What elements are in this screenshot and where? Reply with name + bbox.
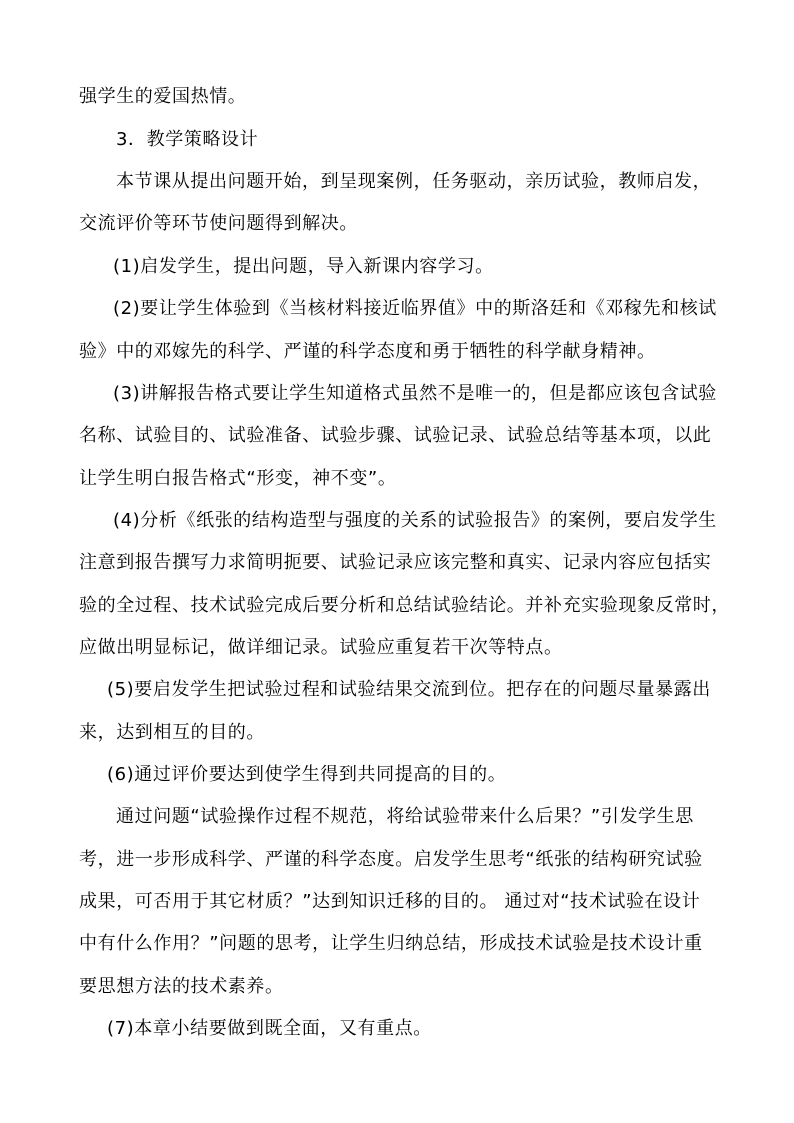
list-item: (4)分析《纸张的结构造型与强度的关系的试验报告》的案例，要启发学生 xyxy=(113,510,717,531)
list-item: (5)要启发学生把试验过程和试验结果交流到位。把存在的问题尽量暴露出 xyxy=(107,679,711,700)
text-line: 应做出明显标记，做详细记录。试验应重复若干次等特点。 xyxy=(79,637,563,658)
text-line: 成果，可否用于其它材质？”达到知识迁移的目的。 通过对“技术试验在设计 xyxy=(79,891,701,912)
list-item: (7)本章小结要做到既全面，又有重点。 xyxy=(107,1018,432,1039)
list-item: (3)讲解报告格式要让学生知道格式虽然不是唯一的，但是都应该包含试验 xyxy=(113,383,717,404)
text-line: 通过问题“试验操作过程不规范，将给试验带来什么后果？”引发学生思 xyxy=(116,806,694,827)
text-line: 来，达到相互的目的。 xyxy=(79,722,265,743)
list-item: (6)通过评价要达到使学生得到共同提高的目的。 xyxy=(107,764,507,785)
text-line: 交流评价等环节使问题得到解决。 xyxy=(79,213,358,234)
text-line: 本节课从提出问题开始，到呈现案例，任务驱动，亲历试验，教师启发， xyxy=(116,171,712,192)
section-heading: 3．教学策略设计 xyxy=(116,129,259,150)
text-line: 强学生的爱国热情。 xyxy=(79,86,247,107)
text-line: 验的全过程、技术试验完成后要分析和总结试验结论。并补充实验现象反常时， xyxy=(79,595,730,616)
text-line: 中有什么作用？”问题的思考，让学生归纳总结，形成技术试验是技术设计重 xyxy=(79,933,703,954)
text-line: 验》中的邓嫁先的科学、严谨的科学态度和勇于牺牲的科学献身精神。 xyxy=(79,341,656,362)
text-line: 要思想方法的技术素养。 xyxy=(79,976,284,997)
list-item: (2)要让学生体验到《当核材料接近临界值》中的斯洛廷和《邓稼先和核试 xyxy=(113,298,717,319)
list-item: (1)启发学生，提出问题，导入新课内容学习。 xyxy=(113,256,494,277)
text-line: 名称、试验目的、试验准备、试验步骤、试验记录、试验总结等基本项，以此 xyxy=(79,425,712,446)
text-line: 让学生明白报告格式“形变，神不变”。 xyxy=(79,468,397,489)
text-line: 注意到报告撰写力求简明扼要、试验记录应该完整和真实、记录内容应包括实 xyxy=(79,552,712,573)
text-line: 考，进一步形成科学、严谨的科学态度。启发学生思考“纸张的结构研究试验 xyxy=(79,849,703,870)
